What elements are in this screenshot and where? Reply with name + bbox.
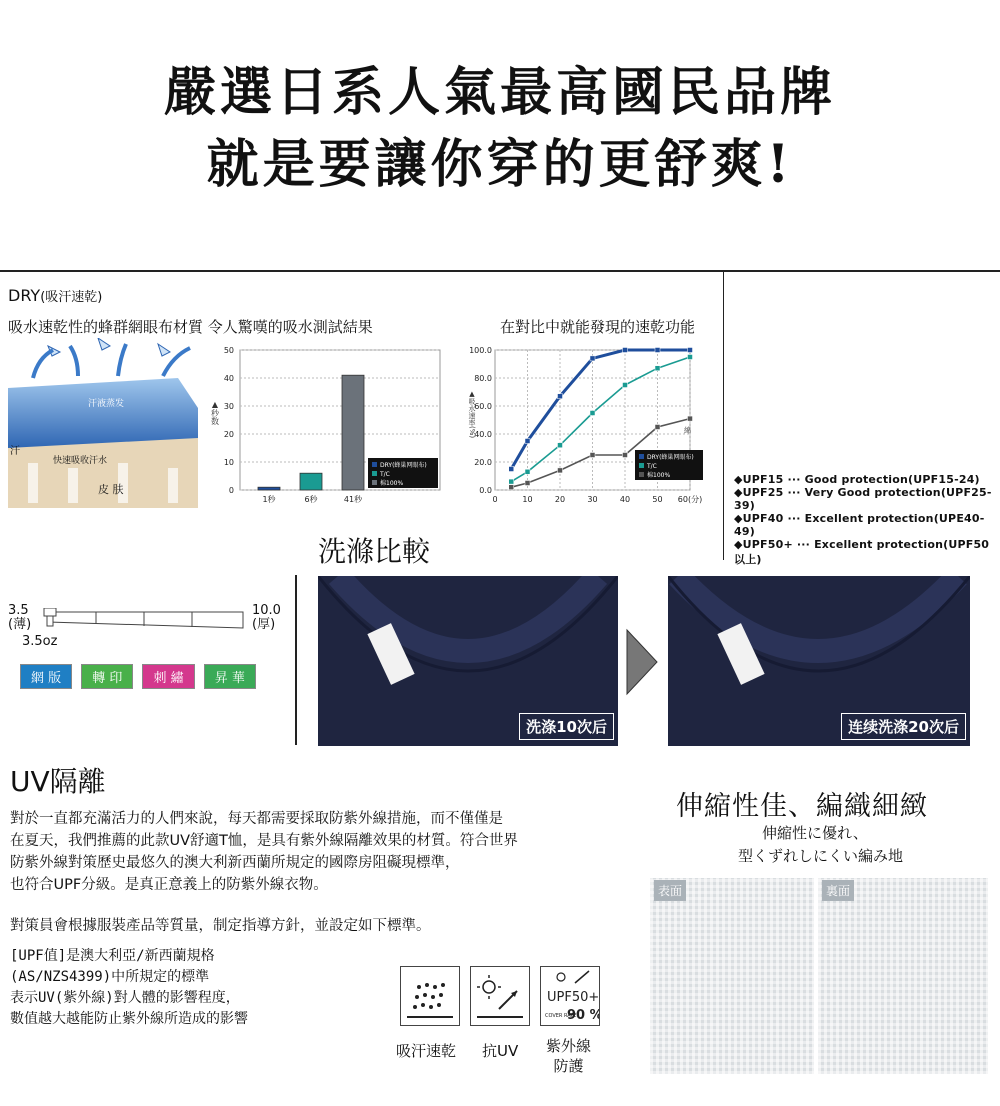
y-tick-label: 0 (228, 486, 234, 495)
fabric-back-label: 裏面 (822, 880, 854, 901)
data-point (509, 485, 514, 490)
wash-photo-before (318, 576, 618, 746)
compare-title: 在對比中就能發現的速乾功能 (500, 318, 696, 336)
legend-swatch (639, 454, 644, 459)
data-point (525, 481, 530, 486)
illus-label-sweat: 汗 (10, 446, 20, 457)
y-tick-label: 40.0 (474, 430, 492, 439)
y-tick-label: 80.0 (474, 374, 492, 383)
upf-icon-text: UPF50+ (547, 990, 599, 1005)
section-divider (0, 270, 1000, 272)
uv-para1-line: 對於一直都充滿活力的人們來說，每天都需要採取防紫外線措施，而不僅僅是 (10, 811, 503, 827)
stretch-jp-2: 型くずれしにくい編み地 (738, 847, 904, 865)
legend-swatch (372, 480, 377, 485)
line-chart (460, 340, 722, 512)
weight-value: 3.5oz (22, 634, 58, 649)
y-axis-label: ▲吸水速率(%) (468, 390, 476, 439)
vapor-arrow-icon (118, 344, 126, 376)
x-tick-label: 60(分) (677, 495, 703, 504)
vapor-arrow-icon (33, 350, 53, 378)
bar (342, 375, 364, 490)
data-point (623, 453, 628, 458)
data-point (525, 469, 530, 474)
data-point (655, 366, 660, 371)
uv-paragraph-1 (10, 808, 650, 896)
print-methods (20, 664, 260, 689)
x-tick-label: 40 (619, 495, 631, 504)
upf-icon-rate: 90 (567, 1008, 586, 1023)
uv-para1-line: 防紫外線對策歷史最悠久的澳大利新西蘭所規定的國際房阻礙現標準， (10, 855, 460, 871)
upf-table (734, 473, 1000, 567)
vapor-arrow-icon (70, 346, 78, 376)
data-point (525, 439, 530, 444)
illus-label-skin: 皮 肤 (98, 483, 124, 496)
dry-subtitle: 吸水速乾性的蜂群網眼布材質 令人驚嘆的吸水測試結果 (8, 318, 373, 336)
data-point (688, 348, 693, 353)
illus-label-vapor: 汗液蒸发 (88, 399, 125, 409)
x-tick-label: 0 (492, 495, 498, 504)
bar-chart (195, 340, 455, 512)
data-point (558, 443, 563, 448)
upf-line: ◆UPF25 ··· Very Good protection(UPF25-39) (734, 486, 992, 512)
weight-max (252, 604, 281, 632)
legend-swatch (639, 472, 644, 477)
uv-para3-line: (AS/NZS4399)中所規定的標準 (10, 969, 210, 985)
data-point (509, 479, 514, 484)
wash-photo-after (668, 576, 970, 746)
legend-swatch (372, 462, 377, 467)
print-badge: 刺 繡 (142, 664, 194, 689)
uv-para3-line: 表示UV(紫外線)對人體的影響程度， (10, 990, 240, 1006)
weight-max-sub: (厚) (252, 617, 276, 632)
y-tick-label: 30 (223, 402, 234, 411)
data-point (623, 383, 628, 388)
fabric-layer (8, 378, 198, 448)
legend-label: DRY(蜂巢网眼布) (647, 454, 694, 461)
y-tick-label: 100.0 (469, 346, 492, 355)
legend-label: T/C (647, 463, 657, 470)
legend-swatch (639, 463, 644, 468)
weight-min-sub: (薄) (8, 617, 32, 632)
stretch-title: 伸縮性佳、編織細緻 (676, 791, 928, 822)
icon-label-sweat: 吸汗速乾 (396, 1042, 457, 1060)
data-point (688, 355, 693, 360)
icon-label-upf: 紫外線 防護 (546, 1037, 592, 1075)
upf-line: ◆UPF15 ··· Good protection(UPF15-24) (734, 473, 980, 486)
y-tick-label: 60.0 (474, 402, 492, 411)
legend-label: DRY(蜂巢网眼布) (380, 462, 427, 469)
y-tick-label: 0.0 (479, 486, 492, 495)
annotation-label: 綿 (684, 426, 691, 435)
dry-title-sub: (吸汗速乾) (40, 290, 103, 305)
x-tick-label: 50 (652, 495, 663, 504)
x-tick-label: 30 (587, 495, 598, 504)
headline-line-1: 嚴選日系人氣最高國民品牌 (163, 62, 836, 123)
x-tick-label: 41秒 (343, 495, 363, 504)
upf-line: ◆UPF50+ ··· Excellent protection(UPF50以上) (734, 538, 990, 566)
bar (300, 473, 322, 490)
x-tick-label: 1秒 (262, 495, 276, 504)
uv-para1-line: 在夏天，我們推薦的此款UV舒適T恤，是具有紫外線隔離效果的材質。符合世界 (10, 833, 518, 849)
upf-icon-cover-text: COVER RATE (545, 1013, 577, 1019)
print-badge: 昇 華 (204, 664, 256, 689)
weight-min-value: 3.5 (8, 603, 29, 618)
wash-divider (295, 575, 297, 745)
uv-paragraph-2: 對策員會根據服裝產品等質量，制定指導方針，並設定如下標準。 (10, 918, 431, 934)
data-point (655, 425, 660, 430)
upf-line: ◆UPF40 ··· Excellent protection(UPE40-49) (734, 512, 985, 538)
uv-para1-line: 也符合UPF分級。是真正意義上的防紫外線衣物。 (10, 877, 328, 893)
legend-label: 棉100% (380, 480, 404, 487)
print-badge: 轉 印 (81, 664, 133, 689)
legend-label: T/C (380, 471, 390, 478)
y-tick-label: 40 (223, 374, 234, 383)
data-point (590, 453, 595, 458)
data-point (623, 348, 628, 353)
uv-para3-line: 數值越大越能防止紫外線所造成的影響 (10, 1011, 248, 1027)
wash-before-caption: 洗涤10次后 (519, 713, 614, 740)
data-point (558, 394, 563, 399)
arrow-right-icon (625, 628, 659, 696)
y-tick-label: 50 (223, 346, 234, 355)
illus-label-absorb: 快速吸收汗水 (53, 456, 108, 466)
x-tick-label: 10 (522, 495, 533, 504)
x-tick-label: 6秒 (304, 495, 318, 504)
wash-title: 洗滌比較 (318, 535, 431, 568)
fabric-front-label: 表面 (654, 880, 686, 901)
legend-swatch (372, 471, 377, 476)
y-tick-label: 10 (223, 458, 234, 467)
dry-title-main: DRY (8, 286, 41, 305)
sweat-dry-icon (400, 966, 460, 1026)
icon-label-uv: 抗UV (482, 1042, 519, 1060)
legend-label: 棉100% (647, 472, 671, 479)
stretch-jp-1: 伸縮性に優れ、 (762, 824, 868, 842)
data-point (688, 416, 693, 421)
fabric-front-image (650, 878, 814, 1074)
data-point (590, 411, 595, 416)
data-point (558, 468, 563, 473)
weight-scale (38, 608, 248, 632)
data-point (509, 467, 514, 472)
y-axis-label: ▲秒数 (210, 400, 220, 425)
bar (258, 487, 280, 490)
headline-line-2: 就是要讓你穿的更舒爽! (206, 134, 794, 195)
uv-paragraph-3 (10, 946, 400, 1030)
dry-title (8, 286, 102, 305)
y-tick-label: 20 (223, 430, 234, 439)
anti-uv-icon (470, 966, 530, 1026)
uv-para3-line: [UPF值]是澳大利亞/新西蘭規格 (10, 948, 215, 964)
dry-illustration (8, 338, 208, 510)
vertical-divider (723, 272, 724, 560)
x-tick-label: 20 (554, 495, 566, 504)
data-point (655, 348, 660, 353)
fabric-back-image (818, 878, 988, 1074)
uv-title: UV隔離 (10, 765, 106, 798)
print-badge: 網 版 (20, 664, 72, 689)
y-tick-label: 20.0 (474, 458, 492, 467)
data-point (590, 356, 595, 361)
weight-min (8, 604, 31, 632)
upf-icon (540, 966, 600, 1026)
weight-max-value: 10.0 (252, 603, 281, 618)
wash-after-caption: 连续洗涤20次后 (841, 713, 966, 740)
